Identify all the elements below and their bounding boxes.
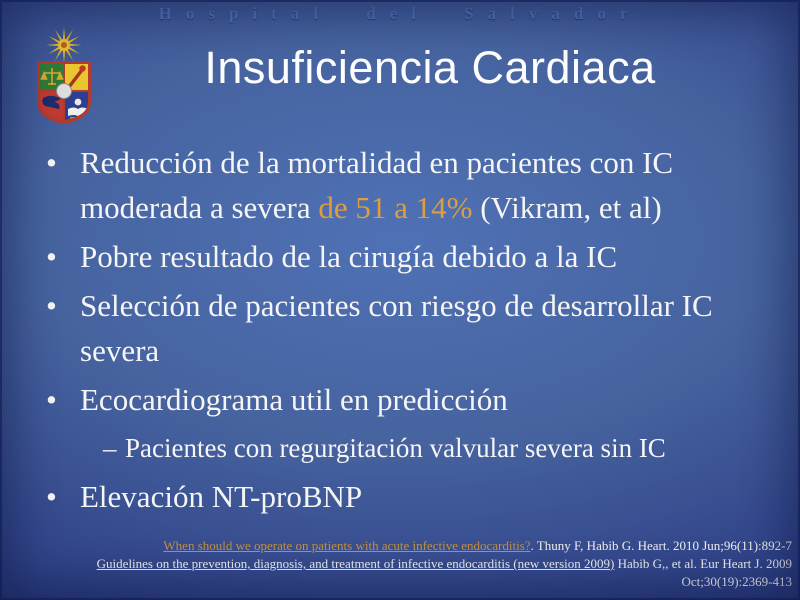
bullet-icon: • [46,145,57,180]
bullet-item-surgery [46,234,738,279]
bullet-item-selection [46,283,738,373]
bullet-text: Ecocardiograma util en predicción [80,382,508,417]
institution-name: Hospital del Salvador [158,4,642,23]
bullet-icon: • [46,479,57,514]
citation-2-text: Habib G,, et al. Eur Heart J. 2009 [614,556,792,571]
bullet-text: Pacientes con regurgitación valvular severa sin IC [125,433,666,463]
bullet-icon: • [46,239,57,274]
bullet-item-echo [46,377,738,422]
citation-2-title[interactable]: Guidelines on the prevention, diagnosis, and treatment of infective endocarditis (new version 2009) [96,556,615,571]
citation-1-link[interactable]: When should we operate on patients with acute infective endocarditis? [163,538,531,553]
bullet-item-ntprobnp [46,474,738,519]
bullet-text: Selección de pacientes con riesgo de desarrollar IC severa [80,288,713,368]
highlight-text: de 51 a 14% [318,190,473,225]
bullet-item-mortality [46,140,738,230]
sub-bullet-item-regurgitation [46,428,738,468]
citation-1-text: . Thuny F, Habib G. Heart. 2010 Jun;96(11):892-7 [530,538,792,553]
bullet-text: Pobre resultado de la cirugía debido a la IC [80,239,618,274]
citation-2 [40,555,792,573]
citation-2-cont: Oct;30(19):2369-413 [681,574,792,589]
bullet-list [46,140,738,523]
slide-title: Insuficiencia Cardiaca [204,42,656,93]
bullet-icon: • [46,288,57,323]
citations [40,537,792,591]
bullet-icon: • [46,382,57,417]
bullet-text: Reducción de la mortalidad en pacientes con IC moderada a severa [80,145,674,225]
citation-1 [40,537,792,555]
bullet-text: (Vikram, et al) [472,190,662,225]
bullet-text: Elevación NT-proBNP [80,479,363,514]
dash-icon: – [103,433,117,463]
